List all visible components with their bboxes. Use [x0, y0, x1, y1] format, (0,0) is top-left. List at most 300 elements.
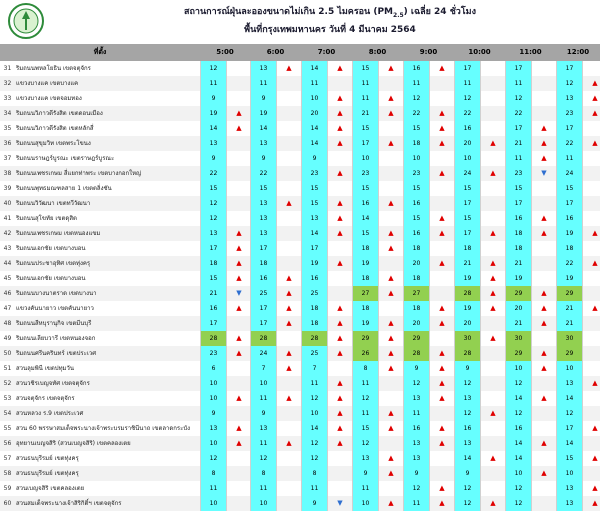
pm-value-cell: 17 — [352, 136, 379, 151]
trend-up-icon: ▲ — [337, 109, 343, 117]
trend-up-icon: ▲ — [388, 364, 394, 372]
trend-up-icon: ▲ — [439, 484, 445, 492]
trend-up-icon: ▲ — [388, 199, 394, 207]
pm-value-cell: 11 — [403, 406, 430, 421]
trend-up-icon: ▲ — [439, 319, 445, 327]
pm-value-cell: 10 — [250, 496, 277, 511]
trend-up-icon: ▲ — [439, 259, 445, 267]
time-header: 9:00 — [403, 44, 454, 61]
pm-value-cell: 8 — [352, 361, 379, 376]
trend-up-icon: ▲ — [337, 379, 343, 387]
station-number: 44 — [3, 260, 12, 267]
station-location: ริมถนนเอกชัย เขตบางบอน — [16, 275, 86, 282]
pm-value-cell: 22 — [250, 166, 277, 181]
pm-value-cell: 12 — [352, 391, 379, 406]
pm-value-cell: 16 — [505, 211, 532, 226]
station-number: 39 — [3, 185, 12, 192]
pm-value-cell: 10 — [200, 496, 227, 511]
pm-value-cell: 14 — [556, 391, 583, 406]
pm-value-cell: 18 — [403, 271, 430, 286]
station-location: ริมถนนสุโขทัย เขตดุสิต — [16, 215, 77, 222]
station-location: แขวงบางแค เขตจอมทอง — [16, 95, 82, 102]
trend-up-icon: ▲ — [388, 64, 394, 72]
station-number: 58 — [3, 470, 12, 477]
table-row — [0, 361, 600, 376]
pm-value-cell: 14 — [250, 121, 277, 136]
pm-value-cell: 11 — [403, 496, 430, 511]
pm-value-cell: 13 — [250, 61, 277, 76]
pm-value-cell: 18 — [301, 301, 328, 316]
station-location: อุทยานเบญจสิริ (สวนเบญจสิริ) เขตคลองเตย — [16, 440, 131, 447]
table-row — [0, 196, 600, 211]
pm-value-cell: 6 — [200, 361, 227, 376]
station-number: 48 — [3, 320, 12, 327]
pm-value-cell: 13 — [200, 226, 227, 241]
station-number: 52 — [3, 380, 12, 387]
table-row — [0, 151, 600, 166]
trend-up-icon: ▲ — [236, 124, 242, 132]
pm-value-cell: 10 — [505, 361, 532, 376]
pm-value-cell: 9 — [200, 91, 227, 106]
pm-value-cell: 17 — [505, 121, 532, 136]
pm-value-cell: 11 — [301, 481, 328, 496]
trend-up-icon: ▲ — [337, 319, 343, 327]
trend-up-icon: ▲ — [541, 304, 547, 312]
station-location: ริมถนนบางนาตราด เขตบางนา — [16, 290, 97, 297]
station-number: 36 — [3, 140, 12, 147]
station-number: 34 — [3, 110, 12, 117]
trend-up-icon: ▲ — [439, 424, 445, 432]
pm-value-cell: 11 — [352, 76, 379, 91]
pm-value-cell: 8 — [200, 466, 227, 481]
pm-value-cell: 12 — [352, 436, 379, 451]
pm-value-cell: 11 — [301, 76, 328, 91]
trend-up-icon: ▲ — [337, 169, 343, 177]
pm-value-cell: 14 — [505, 451, 532, 466]
pm-value-cell: 16 — [301, 271, 328, 286]
pm-value-cell: 14 — [454, 451, 481, 466]
trend-up-icon: ▲ — [337, 439, 343, 447]
table-row — [0, 436, 600, 451]
pm-value-cell: 10 — [454, 151, 481, 166]
pm-value-cell: 15 — [556, 451, 583, 466]
table-row — [0, 76, 600, 91]
trend-up-icon: ▲ — [592, 454, 598, 462]
station-location: ริมถนนประชาอุทิศ เขตทุ่งครุ — [16, 260, 91, 267]
trend-up-icon: ▲ — [388, 274, 394, 282]
pm-value-cell: 17 — [200, 316, 227, 331]
report-subtitle: พื้นที่กรุงเทพมหานคร วันที่ 4 มีนาคม 2564 — [244, 25, 416, 35]
table-row — [0, 166, 600, 181]
pm-value-cell: 18 — [403, 241, 430, 256]
trend-up-icon: ▲ — [439, 139, 445, 147]
trend-up-icon: ▲ — [490, 454, 496, 462]
pm-value-cell: 13 — [200, 136, 227, 151]
table-row — [0, 241, 600, 256]
pm-value-cell: 20 — [454, 136, 481, 151]
station-location: สวนวชิรเบญจทัศ เขตจตุจักร — [16, 380, 90, 387]
pm-value-cell: 11 — [200, 481, 227, 496]
station-location: ริมถนนวิวัฒนา เขตทวีวัฒนา — [16, 200, 91, 207]
pm-value-cell: 18 — [352, 301, 379, 316]
pm-value-cell: 13 — [403, 391, 430, 406]
pm-value-cell: 19 — [454, 271, 481, 286]
pm-value-cell: 12 — [403, 376, 430, 391]
trend-up-icon: ▲ — [337, 409, 343, 417]
pm-value-cell: 24 — [556, 166, 583, 181]
pm-value-cell: 11 — [505, 151, 532, 166]
trend-up-icon: ▲ — [236, 244, 242, 252]
trend-up-icon: ▲ — [592, 424, 598, 432]
pm-value-cell: 23 — [301, 166, 328, 181]
station-number: 35 — [3, 125, 12, 132]
station-location: ริมถนนสีหบุรานุกิจ เขตมีนบุรี — [16, 320, 92, 327]
pm-value-cell: 11 — [250, 481, 277, 496]
pm-value-cell: 12 — [454, 496, 481, 511]
table-row — [0, 301, 600, 316]
pm-value-cell: 29 — [556, 346, 583, 361]
pm-value-cell: 19 — [352, 316, 379, 331]
pm-value-cell: 15 — [250, 181, 277, 196]
pm-value-cell: 12 — [505, 376, 532, 391]
trend-up-icon: ▲ — [337, 259, 343, 267]
pm-value-cell: 22 — [454, 106, 481, 121]
trend-up-icon: ▲ — [490, 169, 496, 177]
pm-value-cell: 14 — [301, 121, 328, 136]
station-location: ริมถนนเพชรเกษม เขตหนองแขม — [16, 230, 101, 237]
table-row — [0, 106, 600, 121]
station-location: สวนสมเด็จพระนางเจ้าสิริกิติ์ฯ เขตจตุจักร — [16, 500, 122, 507]
pm-value-cell: 11 — [352, 481, 379, 496]
station-number: 33 — [3, 95, 12, 102]
pm-value-cell: 14 — [301, 61, 328, 76]
pm-value-cell: 10 — [301, 406, 328, 421]
trend-up-icon: ▲ — [541, 214, 547, 222]
pm-value-cell: 10 — [403, 151, 430, 166]
pm-value-cell: 11 — [250, 391, 277, 406]
pm-value-cell: 11 — [505, 76, 532, 91]
pm-value-cell: 15 — [454, 211, 481, 226]
pm-value-cell: 17 — [556, 196, 583, 211]
pm-value-cell: 30 — [505, 331, 532, 346]
station-location: ริมถนนพหลโยธิน เขตจตุจักร — [16, 65, 91, 72]
pm-value-cell: 12 — [403, 481, 430, 496]
trend-up-icon: ▲ — [490, 334, 496, 342]
pm-value-cell: 13 — [403, 436, 430, 451]
trend-up-icon: ▲ — [388, 409, 394, 417]
trend-up-icon: ▲ — [286, 364, 292, 372]
pm-value-cell: 29 — [403, 331, 430, 346]
trend-up-icon: ▲ — [388, 244, 394, 252]
trend-up-icon: ▲ — [236, 424, 242, 432]
pm-value-cell: 20 — [403, 256, 430, 271]
pm-value-cell: 11 — [352, 91, 379, 106]
pm-value-cell: 27 — [352, 286, 379, 301]
table-row — [0, 286, 600, 301]
time-header: 5:00 — [200, 44, 250, 61]
pm-value-cell: 9 — [200, 406, 227, 421]
pm-value-cell: 14 — [200, 121, 227, 136]
pm-value-cell: 11 — [200, 76, 227, 91]
table-row — [0, 226, 600, 241]
pm-value-cell: 11 — [301, 376, 328, 391]
trend-up-icon: ▲ — [439, 124, 445, 132]
station-number: 50 — [3, 350, 12, 357]
trend-up-icon: ▲ — [388, 469, 394, 477]
trend-up-icon: ▲ — [592, 79, 598, 87]
title-text: สถานการณ์ฝุ่นละอองขนาดไม่เกิน 2.5 ไมครอน (PM — [183, 7, 394, 17]
pm-value-cell: 9 — [250, 406, 277, 421]
pm-value-cell: 19 — [556, 226, 583, 241]
pm-value-cell: 13 — [250, 196, 277, 211]
trend-up-icon: ▲ — [439, 364, 445, 372]
pm-value-cell: 15 — [352, 226, 379, 241]
pm-value-cell: 12 — [505, 481, 532, 496]
trend-up-icon: ▲ — [388, 424, 394, 432]
trend-up-icon: ▲ — [286, 199, 292, 207]
trend-up-icon: ▲ — [236, 394, 242, 402]
trend-up-icon: ▲ — [490, 304, 496, 312]
trend-up-icon: ▲ — [236, 274, 242, 282]
pm-value-cell: 20 — [505, 301, 532, 316]
trend-up-icon: ▲ — [286, 349, 292, 357]
pm-value-cell: 18 — [556, 241, 583, 256]
bma-logo-icon — [6, 2, 46, 40]
pm-value-cell: 26 — [352, 346, 379, 361]
trend-up-icon: ▲ — [490, 274, 496, 282]
station-number: 60 — [3, 500, 12, 507]
pm-value-cell: 19 — [250, 106, 277, 121]
pm-value-cell: 9 — [301, 496, 328, 511]
pm-value-cell: 25 — [301, 346, 328, 361]
pm-value-cell: 10 — [556, 466, 583, 481]
pm-value-cell: 17 — [454, 196, 481, 211]
trend-up-icon: ▲ — [388, 139, 394, 147]
station-number: 59 — [3, 485, 12, 492]
pm-value-cell: 29 — [556, 286, 583, 301]
pm-value-cell: 12 — [556, 406, 583, 421]
pm-value-cell: 20 — [301, 106, 328, 121]
trend-up-icon: ▲ — [439, 64, 445, 72]
station-number: 32 — [3, 80, 12, 87]
pm-value-cell: 12 — [454, 481, 481, 496]
trend-up-icon: ▲ — [286, 319, 292, 327]
station-number: 43 — [3, 245, 12, 252]
pm-value-cell: 21 — [556, 301, 583, 316]
trend-up-icon: ▲ — [286, 274, 292, 282]
pm-value-cell: 13 — [556, 376, 583, 391]
pm-value-cell: 13 — [301, 211, 328, 226]
pm-value-cell: 18 — [352, 241, 379, 256]
pm-value-cell: 12 — [454, 376, 481, 391]
trend-up-icon: ▲ — [439, 229, 445, 237]
pm-value-cell: 18 — [505, 226, 532, 241]
station-number: 38 — [3, 170, 12, 177]
pm-value-cell: 24 — [250, 346, 277, 361]
pm-value-cell: 18 — [505, 241, 532, 256]
trend-up-icon: ▲ — [439, 499, 445, 507]
pm-value-cell: 23 — [505, 166, 532, 181]
pm-value-cell: 17 — [454, 226, 481, 241]
pm-value-cell: 16 — [505, 421, 532, 436]
trend-up-icon: ▲ — [286, 394, 292, 402]
trend-up-icon: ▲ — [388, 319, 394, 327]
title-subscript: 2.5 — [393, 11, 404, 19]
pm-value-cell: 12 — [250, 451, 277, 466]
pm-value-cell: 16 — [352, 196, 379, 211]
pm-value-cell: 9 — [403, 361, 430, 376]
table-row — [0, 331, 600, 346]
pm-value-cell: 13 — [250, 421, 277, 436]
pm-value-cell: 9 — [454, 466, 481, 481]
pm-value-cell: 11 — [403, 76, 430, 91]
pm-value-cell: 25 — [250, 286, 277, 301]
pm-value-cell: 28 — [454, 286, 481, 301]
trend-up-icon: ▲ — [388, 94, 394, 102]
trend-up-icon: ▲ — [337, 394, 343, 402]
pm-value-cell: 17 — [505, 196, 532, 211]
pm-value-cell: 18 — [352, 271, 379, 286]
table-row — [0, 211, 600, 226]
pm25-table — [0, 44, 600, 512]
time-header: 11:00 — [505, 44, 556, 61]
pm-value-cell: 11 — [250, 436, 277, 451]
trend-up-icon: ▲ — [236, 334, 242, 342]
pm-value-cell: 18 — [250, 256, 277, 271]
pm-value-cell: 18 — [454, 241, 481, 256]
pm-value-cell: 22 — [556, 256, 583, 271]
table-row — [0, 91, 600, 106]
station-location: สวนธนบุรีรมย์ เขตทุ่งครุ — [16, 455, 79, 462]
trend-up-icon: ▲ — [388, 454, 394, 462]
trend-up-icon: ▲ — [388, 289, 394, 297]
pm-value-cell: 28 — [403, 346, 430, 361]
trend-up-icon: ▲ — [592, 304, 598, 312]
pm-value-cell: 17 — [250, 316, 277, 331]
station-location: ริมถนนเลียบวารี เขตหนองจอก — [16, 335, 96, 342]
pm-value-cell: 15 — [352, 181, 379, 196]
trend-down-icon: ▼ — [541, 169, 547, 177]
time-header: 7:00 — [301, 44, 352, 61]
station-number: 57 — [3, 455, 12, 462]
station-location: สวนลุมพินี เขตปทุมวัน — [16, 365, 74, 372]
trend-up-icon: ▲ — [337, 199, 343, 207]
pm-value-cell: 14 — [301, 136, 328, 151]
pm-value-cell: 9 — [250, 91, 277, 106]
pm-value-cell: 15 — [352, 61, 379, 76]
pm-value-cell: 12 — [200, 451, 227, 466]
pm-value-cell: 11 — [454, 76, 481, 91]
table-row — [0, 391, 600, 406]
station-number: 46 — [3, 290, 12, 297]
pm-value-cell: 10 — [352, 151, 379, 166]
trend-up-icon: ▲ — [592, 259, 598, 267]
pm-value-cell: 7 — [250, 361, 277, 376]
pm-value-cell: 16 — [556, 211, 583, 226]
station-location: สวนธนบุรีรมย์ เขตทุ่งครุ — [16, 470, 79, 477]
station-location: สวนหลวง ร.9 เขตประเวศ — [16, 410, 84, 417]
pm-value-cell: 12 — [454, 91, 481, 106]
pm-value-cell: 15 — [454, 181, 481, 196]
trend-up-icon: ▲ — [541, 394, 547, 402]
location-header: ที่ตั้ง — [0, 44, 200, 61]
pm-value-cell: 16 — [403, 196, 430, 211]
pm-value-cell: 29 — [505, 286, 532, 301]
pm-value-cell: 28 — [454, 346, 481, 361]
table-row — [0, 496, 600, 511]
trend-up-icon: ▲ — [592, 499, 598, 507]
station-location: แขวงคันนายาว เขตคันนายาว — [16, 305, 94, 312]
trend-up-icon: ▲ — [337, 124, 343, 132]
trend-up-icon: ▲ — [388, 229, 394, 237]
pm-value-cell: 22 — [505, 106, 532, 121]
trend-up-icon: ▲ — [337, 334, 343, 342]
trend-up-icon: ▲ — [337, 64, 343, 72]
pm-value-cell: 8 — [301, 466, 328, 481]
station-location: ริมถนนวิภาวดีรังสิต เขตหลักสี่ — [16, 125, 94, 132]
trend-up-icon: ▲ — [490, 289, 496, 297]
title-text-end: ) เฉลี่ย 24 ชั่วโมง — [403, 7, 477, 17]
pm-value-cell: 19 — [352, 256, 379, 271]
pm-value-cell: 16 — [403, 61, 430, 76]
trend-up-icon: ▲ — [337, 229, 343, 237]
trend-up-icon: ▲ — [541, 289, 547, 297]
pm-value-cell: 11 — [556, 151, 583, 166]
trend-up-icon: ▲ — [490, 259, 496, 267]
trend-down-icon: ▼ — [236, 289, 242, 297]
pm-value-cell: 10 — [200, 376, 227, 391]
pm-value-cell: 30 — [556, 331, 583, 346]
trend-up-icon: ▲ — [439, 439, 445, 447]
table-row — [0, 481, 600, 496]
station-location: ริมถนนเพชรเกษม สี่แยกท่าพระ เขตบางกอกใหญ่ — [16, 170, 142, 177]
trend-up-icon: ▲ — [439, 214, 445, 222]
pm-value-cell: 23 — [403, 166, 430, 181]
station-number: 51 — [3, 365, 12, 372]
pm-value-cell: 21 — [352, 106, 379, 121]
trend-up-icon: ▲ — [541, 439, 547, 447]
pm-value-cell: 16 — [403, 421, 430, 436]
time-header: 6:00 — [250, 44, 301, 61]
pm-value-cell: 20 — [403, 316, 430, 331]
pm-value-cell: 12 — [454, 406, 481, 421]
table-row — [0, 181, 600, 196]
pm-value-cell: 22 — [403, 106, 430, 121]
pm-value-cell: 14 — [352, 211, 379, 226]
pm-value-cell: 17 — [454, 61, 481, 76]
trend-up-icon: ▲ — [541, 364, 547, 372]
pm-value-cell: 23 — [352, 166, 379, 181]
pm-value-cell: 28 — [301, 331, 328, 346]
trend-up-icon: ▲ — [592, 109, 598, 117]
table-row — [0, 346, 600, 361]
trend-up-icon: ▲ — [388, 349, 394, 357]
trend-up-icon: ▲ — [490, 229, 496, 237]
trend-up-icon: ▲ — [286, 304, 292, 312]
pm-value-cell: 13 — [250, 211, 277, 226]
table-row — [0, 256, 600, 271]
time-header: 8:00 — [352, 44, 403, 61]
station-location: ริมถนนศรีนครินทร์ เขตประเวศ — [16, 350, 97, 357]
trend-up-icon: ▲ — [592, 94, 598, 102]
pm-value-cell: 15 — [403, 181, 430, 196]
pm-value-cell: 11 — [352, 376, 379, 391]
pm-value-cell: 12 — [505, 496, 532, 511]
time-header: 10:00 — [454, 44, 505, 61]
trend-up-icon: ▲ — [337, 94, 343, 102]
pm-value-cell: 21 — [505, 256, 532, 271]
pm-value-cell: 28 — [200, 331, 227, 346]
